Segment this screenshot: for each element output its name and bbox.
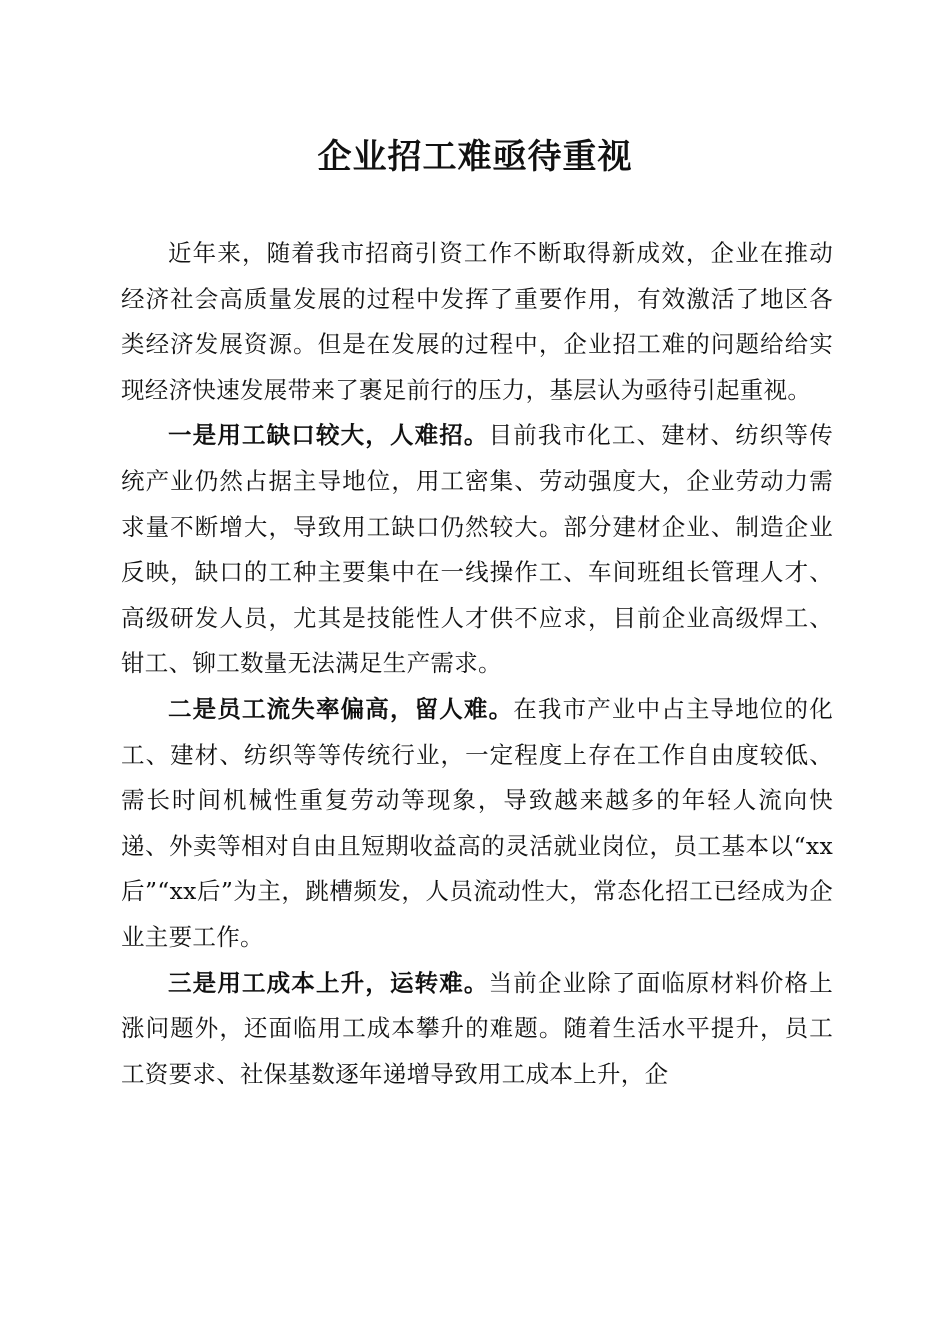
paragraph-text: 目前我市化工、建材、纺织等传统产业仍然占据主导地位，用工密集、劳动强度大，企业劳动力需求量不断增大，导致用工缺口仍然较大。部分建材企业、制造企业反映，缺口的工种主要集中在一线操作工、车间班组长管理人才、高级研发人员，尤其是技能性人才供不应求，目前企业高级焊工、钳工、铆工数量无法满足生产需求。 bbox=[121, 421, 834, 678]
paragraph-point-2 bbox=[121, 687, 833, 961]
paragraph-point-3 bbox=[121, 961, 833, 1098]
paragraph-text: 近年来，随着我市招商引资工作不断取得新成效，企业在推动经济社会高质量发展的过程中发挥了重要作用，有效激活了地区各类经济发展资源。但是在发展的过程中，企业招工难的问题给给实现经济快速发展带来了裹足前行的压力，基层认为亟待引起重视。 bbox=[121, 239, 833, 404]
paragraph-lead: 三是用工成本上升，运转难。 bbox=[168, 968, 489, 997]
paragraph-lead: 二是员工流失率偏高，留人难。 bbox=[168, 694, 514, 723]
paragraph-point-1 bbox=[121, 413, 833, 687]
paragraph-text: 在我市产业中占主导地位的化工、建材、纺织等等传统行业，一定程度上存在工作自由度较低、需长时间机械性重复劳动等现象，导致越来越多的年轻人流向快递、外卖等相对自由且短期收益高的灵活就业岗位，员工基本以“xx后”“xx后”为主，跳槽频发，人员流动性大，常态化招工已经成为企业主要工作。 bbox=[121, 694, 833, 951]
document-title: 企业招工难亟待重视 bbox=[317, 137, 633, 177]
paragraph-intro bbox=[121, 231, 833, 413]
document-body bbox=[121, 231, 833, 1097]
paragraph-text: 当前企业除了面临原材料价格上涨问题外，还面临用工成本攀升的难题。随着生活水平提升，员工工资要求、社保基数逐年递增导致用工成本上升，企 bbox=[121, 968, 834, 1088]
paragraph-lead: 一是用工缺口较大，人难招。 bbox=[168, 421, 489, 450]
